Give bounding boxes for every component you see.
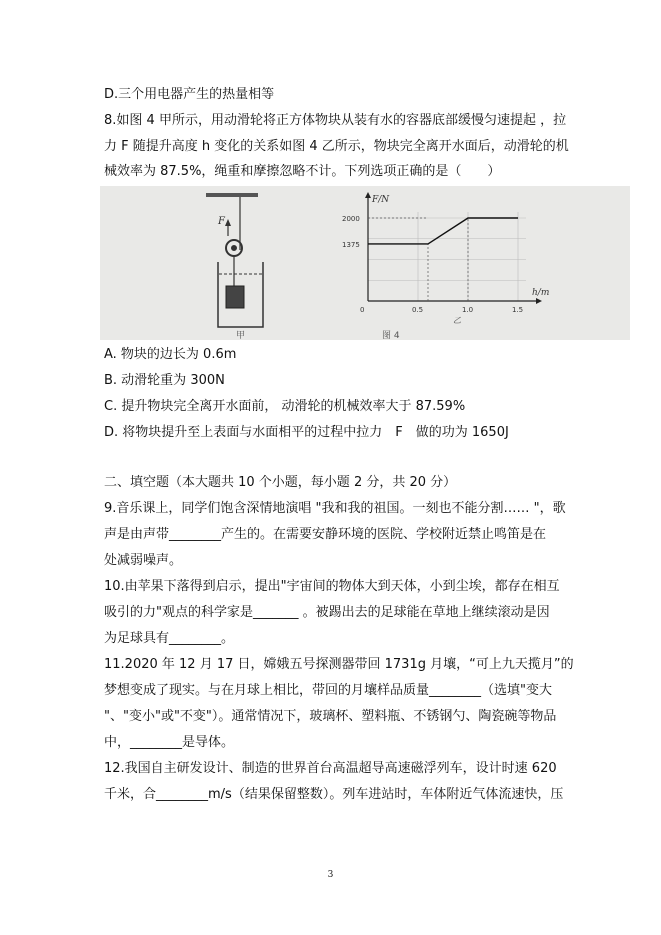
apparatus-caption: 甲 [236, 331, 246, 340]
force-height-chart [342, 192, 549, 325]
x-axis-label: h/m [532, 288, 550, 298]
pulley-axle [232, 246, 237, 251]
ceiling-support [206, 193, 258, 197]
x-tick-label: 1.0 [462, 306, 474, 314]
question-12-line-1: 12.我国自主研发设计、制造的世界首台高温超导高速磁浮列车，设计时速 620 [104, 761, 557, 776]
question-11-line-4: 中，________是导体。 [104, 735, 235, 750]
question-10-line-3: 为足球具有________。 [104, 631, 235, 646]
x-tick-label: 0.5 [412, 306, 424, 314]
question-8-line-3: 械效率为 87.5%，绳重和摩擦忽略不计。下列选项正确的是（ ） [104, 164, 501, 179]
chart-sub-caption: 乙 [453, 316, 461, 325]
force-arrow-icon [225, 219, 231, 226]
text-line-option-d-q7: D.三个用电器产生的热量相等 [104, 87, 275, 102]
option-a: A. 物块的边长为 0.6m [104, 347, 237, 362]
question-12-line-2: 千米，合________m/s（结果保留整数）。列车进站时，车体附近气体流速快，压 [104, 787, 564, 802]
section-heading-fill-in: 二、填空题（本大题共 10 个小题，每小题 2 分，共 20 分） [104, 475, 457, 490]
question-11-line-2: 梦想变成了现实。与在月球上相比，带回的月壤样品质量________（选填"变大 [104, 683, 552, 698]
figure-caption: 图 4 [382, 331, 400, 340]
force-series-line [368, 218, 518, 244]
option-c: C. 提升物块完全离开水面前， 动滑轮的机械效率大于 87.59% [104, 399, 466, 414]
y-axis-label: F/N [372, 195, 390, 205]
question-10-line-1: 10.由苹果下落得到启示，提出"宇宙间的物体大到天体，小到尘埃，都存在相互 [104, 579, 560, 594]
question-8-line-1: 8.如图 4 甲所示，用动滑轮将正方体物块从装有水的容器底部缓慢匀速提起 ，拉 [104, 113, 567, 128]
question-8-line-2: 力 F 随提升高度 h 变化的关系如图 4 乙所示，物块完全离开水面后，动滑轮的机 [104, 139, 569, 154]
x-tick-label: 1.5 [512, 306, 524, 314]
option-b: B. 动滑轮重为 300N [104, 373, 225, 388]
pulley-apparatus [206, 193, 263, 327]
y-tick-label: 1375 [342, 240, 360, 249]
y-axis-arrow-icon [365, 192, 371, 198]
y-tick-label: 2000 [342, 215, 360, 223]
question-9-line-3: 处减弱噪声。 [104, 553, 183, 568]
question-10-line-2: 吸引的力"观点的科学家是_______ 。被踢出去的足球能在草地上继续滚动是因 [104, 605, 550, 620]
question-11-line-3: "、"变小"或"不变"）。通常情况下，玻璃杯、塑料瓶、不锈钢勺、陶瓷碗等物品 [104, 709, 557, 724]
figure-4 [100, 186, 630, 340]
page-number: 3 [327, 870, 334, 880]
cube-block [226, 286, 244, 308]
option-d: D. 将物块提升至上表面与水面相平的过程中拉力 F 做的功为 1650J [104, 425, 509, 440]
figure-4-svg [100, 186, 630, 340]
x-axis-arrow-icon [536, 298, 542, 304]
x-tick-label: 0 [360, 306, 365, 314]
question-9-line-1: 9.音乐课上，同学们饱含深情地演唱 "我和我的祖国。一刻也不能分割…… "，歌 [104, 501, 566, 516]
question-9-line-2: 声是由声带________产生的。在需要安静环境的医院、学校附近禁止鸣笛是在 [104, 527, 547, 542]
force-label: F [218, 216, 225, 227]
question-11-line-1: 11.2020 年 12 月 17 日，嫦娥五号探测器带回 1731g 月壤，“可上九天揽月”的 [104, 657, 574, 672]
